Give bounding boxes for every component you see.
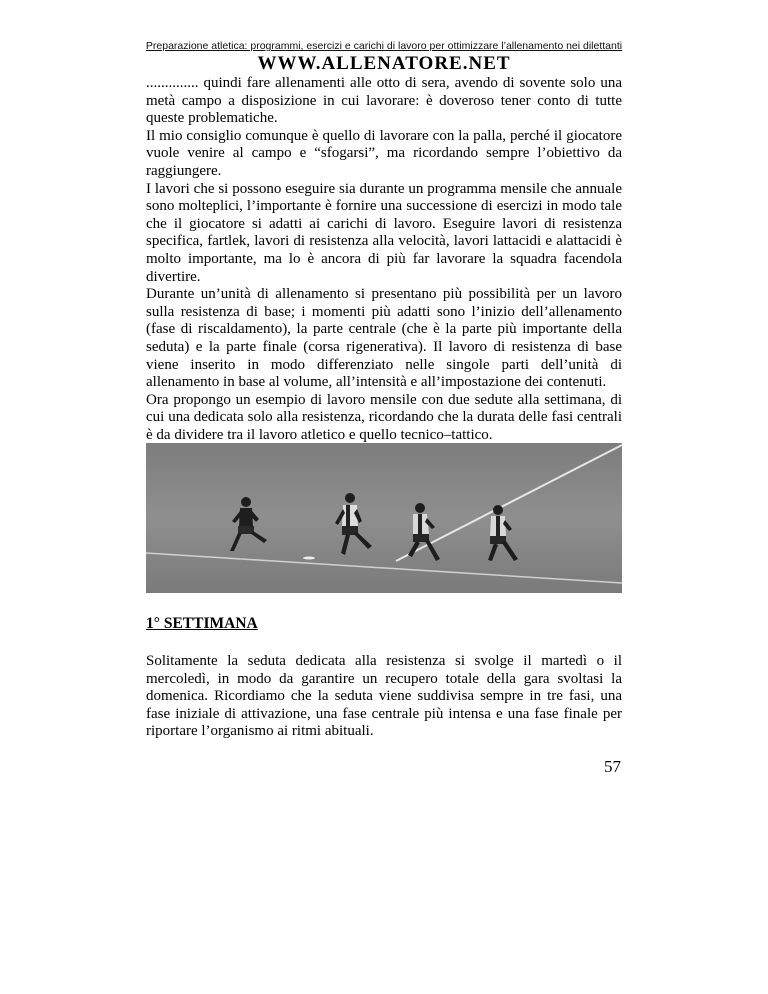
header-subtitle: Preparazione atletica: programmi, esercizi e carichi di lavoro per ottimizzare l’allenamento nei dilettanti	[145, 40, 623, 52]
body-text-block	[146, 75, 622, 444]
section-text-block	[146, 653, 622, 741]
page-number: 57	[604, 757, 621, 776]
training-photo	[146, 443, 622, 593]
body-paragraph: I lavori che si possono eseguire sia durante un programma mensile che annuale sono molteplici, l’importante è fornire una successione di esercizi in modo tale che il giocatore si adatti ai carichi di lavoro. Eseguire lavori di resistenza specifica, fartlek, lavori di resistenza alla velocità, lavori lattacidi e alattacidi è molto importante, ma lo è ancora di più far lavorare la squadra facendola divertire.	[146, 180, 622, 285]
section-paragraph: Solitamente la seduta dedicata alla resistenza si svolge il martedì o il mercoledì, in modo da garantire un recupero totale della gara svoltasi la domenica. Ricordiamo che la seduta viene suddivisa sempre in tre fasi, una fase iniziale di attivazione, una fase centrale più intensa e una fase finale per riportare l’organismo ai ritmi abituali.	[146, 653, 622, 740]
header-site-name: WWW.ALLENATORE.NET	[257, 53, 511, 74]
body-paragraph: Durante un’unità di allenamento si presentano più possibilità per un lavoro sulla resistenza di base; i momenti più adatti sono l’inizio dell’allenamento (fase di riscaldamento), la parte centrale (che è la parte più importante della seduta) e la parte finale (corsa rigenerativa). Il lavoro di resistenza di base viene inserito in modo differenziato nelle singole parti dell’unità di allenamento in base al volume, all’intensità e all’impostazione dei contenuti.	[146, 286, 622, 391]
body-paragraph: Il mio consiglio comunque è quello di lavorare con la palla, perché il giocatore vuole venire al campo e “sfogarsi”, ma ricordando sempre l’obiettivo da raggiungere.	[146, 127, 622, 179]
section-title: 1° SETTIMANA	[146, 615, 258, 632]
body-paragraph: Ora propongo un esempio di lavoro mensile con due sedute alla settimana, di cui una dedicata solo alla resistenza, ricordando che la durata delle fasi centrali è da dividere tra il lavoro atletico e quello tecnico–tattico.	[146, 391, 622, 443]
players-running-image	[146, 443, 622, 593]
body-paragraph: .............. quindi fare allenamenti alle otto di sera, avendo di sovente solo una metà campo a disposizione in cui lavorare: è doveroso tener conto di tutte queste problematiche.	[146, 75, 622, 127]
